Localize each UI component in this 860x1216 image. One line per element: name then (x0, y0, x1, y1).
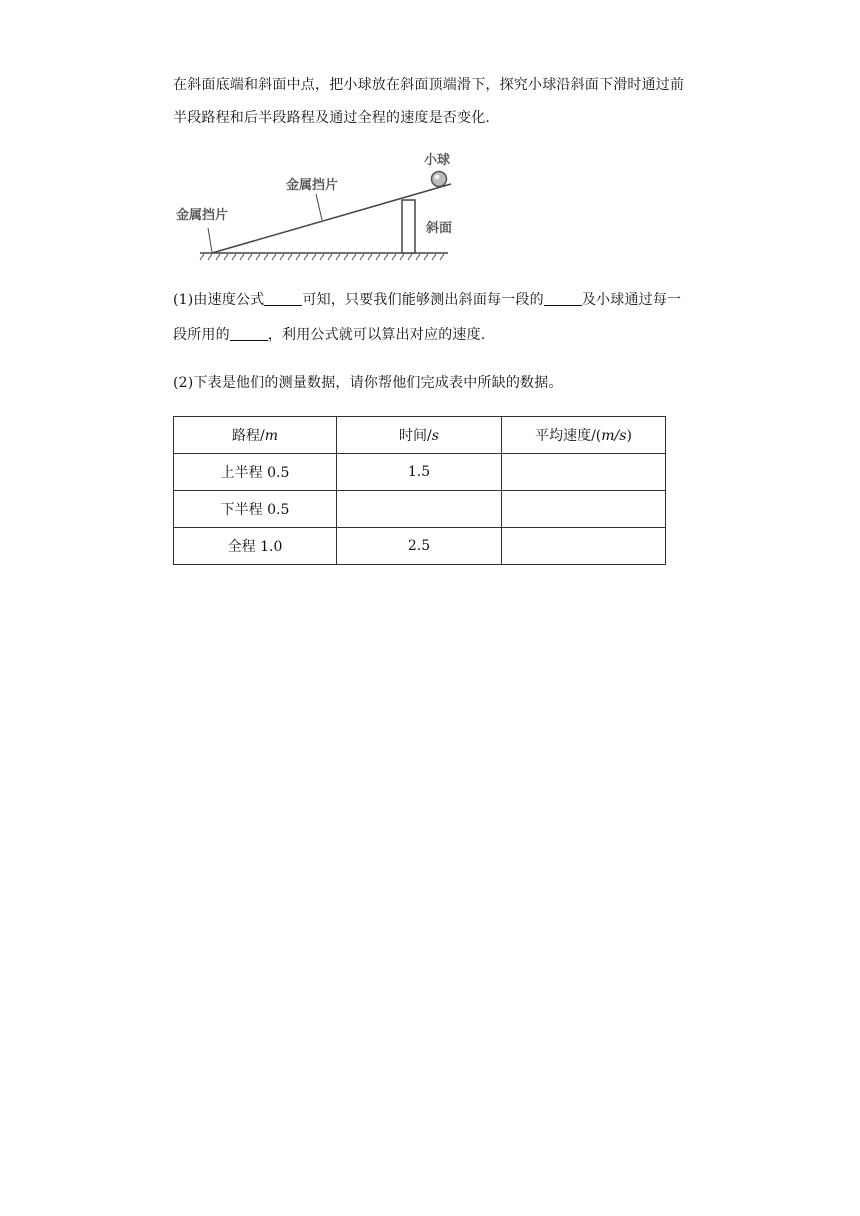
q1-text-d: 段所用的 (173, 327, 230, 343)
cell-time: 1.5 (337, 454, 502, 491)
ball-highlight (435, 175, 440, 180)
distance-blank[interactable] (544, 291, 582, 306)
question-2: (2)下表是他们的测量数据，请你帮他们完成表中所缺的数据。 (173, 375, 563, 391)
question-1-line-1 (173, 289, 681, 309)
intro-line-2: 半段路程和后半段路程及通过全程的速度是否变化. (173, 110, 491, 126)
upper-plate-label: 金属挡片 (286, 178, 339, 193)
ball-icon (432, 172, 447, 187)
question-1-line-2 (173, 324, 485, 344)
measurement-table (173, 416, 666, 565)
incline-diagram (176, 146, 456, 264)
cell-distance: 上半程 0.5 (174, 454, 337, 491)
header-speed: 平均速度/(m/s) (502, 417, 666, 454)
cell-distance: 全程 1.0 (174, 528, 337, 565)
q1-text-e: ，利用公式就可以算出对应的速度. (267, 327, 486, 343)
cell-speed[interactable] (502, 528, 666, 565)
table-header-row (174, 417, 666, 454)
ball-label: 小球 (424, 153, 451, 168)
formula-blank[interactable] (264, 291, 302, 306)
lower-plate-pointer (208, 228, 212, 252)
table-row (174, 491, 666, 528)
table-row (174, 528, 666, 565)
q1-text-b: 可知，只要我们能够测出斜面每一段的 (302, 292, 544, 308)
slope-label: 斜面 (426, 221, 453, 236)
cell-speed[interactable] (502, 491, 666, 528)
upper-plate-pointer (316, 194, 322, 220)
header-distance: 路程/m (174, 417, 337, 454)
lower-plate-label: 金属挡片 (176, 208, 229, 223)
table-row (174, 454, 666, 491)
support-block (402, 200, 415, 253)
q1-text-a: (1)由速度公式 (173, 292, 265, 308)
cell-time[interactable] (337, 491, 502, 528)
cell-distance: 下半程 0.5 (174, 491, 337, 528)
intro-line-1: 在斜面底端和斜面中点，把小球放在斜面顶端滑下，探究小球沿斜面下滑时通过前 (173, 77, 685, 93)
time-blank[interactable] (230, 326, 268, 341)
cell-time: 2.5 (337, 528, 502, 565)
ground-hatching (200, 254, 444, 260)
header-time: 时间/s (337, 417, 502, 454)
cell-speed[interactable] (502, 454, 666, 491)
q1-text-c: 及小球通过每一 (581, 292, 682, 308)
